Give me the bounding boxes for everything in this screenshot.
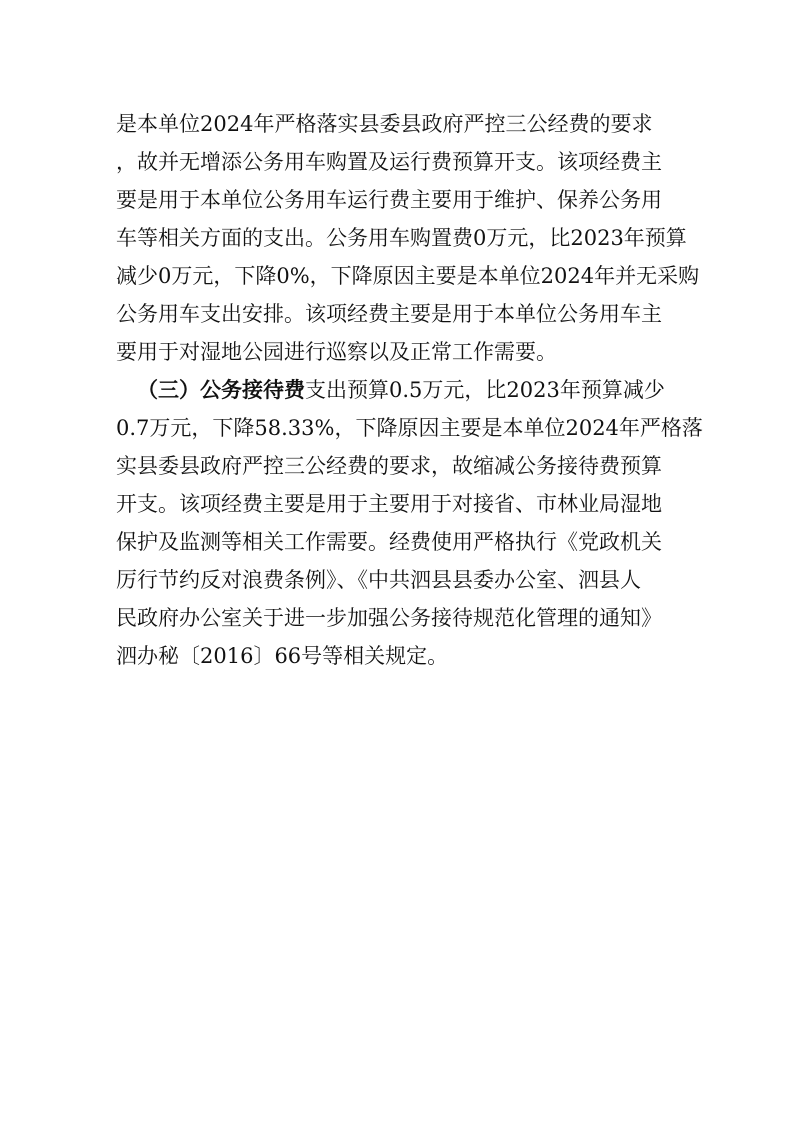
paragraph-line-5: 减少0万元，下降0%，下降原因主要是本单位2024年并无采购	[116, 264, 700, 288]
paragraph-line-3: 要是用于本单位公务用车运行费主要用于维护、保养公务用	[116, 188, 662, 212]
paragraph-line-1: 是本单位2024年严格落实县委县政府严控三公经费的要求	[116, 112, 653, 136]
paragraph-line-6: 公务用车支出安排。该项经费主要是用于本单位公务用车主	[116, 302, 662, 326]
section-3-line-3: 实县委县政府严控三公经费的要求，故缩减公务接待费预算	[116, 454, 662, 478]
paragraph-line-4: 车等相关方面的支出。公务用车购置费0万元，比2023年预算	[116, 226, 687, 250]
section-3-line-8: 泗办秘〔2016〕66号等相关规定。	[116, 644, 449, 668]
section-3-line-6: 厉行节约反对浪费条例》、《中共泗县县委办公室、泗县人	[116, 568, 641, 592]
paragraph-line-7: 要用于对湿地公园进行巡察以及正常工作需要。	[116, 340, 557, 364]
section-3-first-line-text: 支出预算0.5万元，比2023年预算减少	[305, 378, 665, 402]
section-3-line-2: 0.7万元，下降58.33%，下降原因主要是本单位2024年严格落	[116, 416, 703, 440]
section-3-line-7: 民政府办公室关于进一步加强公务接待规范化管理的通知》	[116, 606, 662, 630]
paragraph-line-2: ，故并无增添公务用车购置及运行费预算开支。该项经费主	[116, 150, 662, 174]
section-3-first-line	[137, 375, 665, 405]
section-3-line-4: 开支。该项经费主要是用于主要用于对接省、市林业局湿地	[116, 492, 662, 516]
section-3-heading: （三）公务接待费	[137, 378, 305, 402]
section-3-line-5: 保护及监测等相关工作需要。经费使用严格执行《党政机关	[116, 530, 662, 554]
